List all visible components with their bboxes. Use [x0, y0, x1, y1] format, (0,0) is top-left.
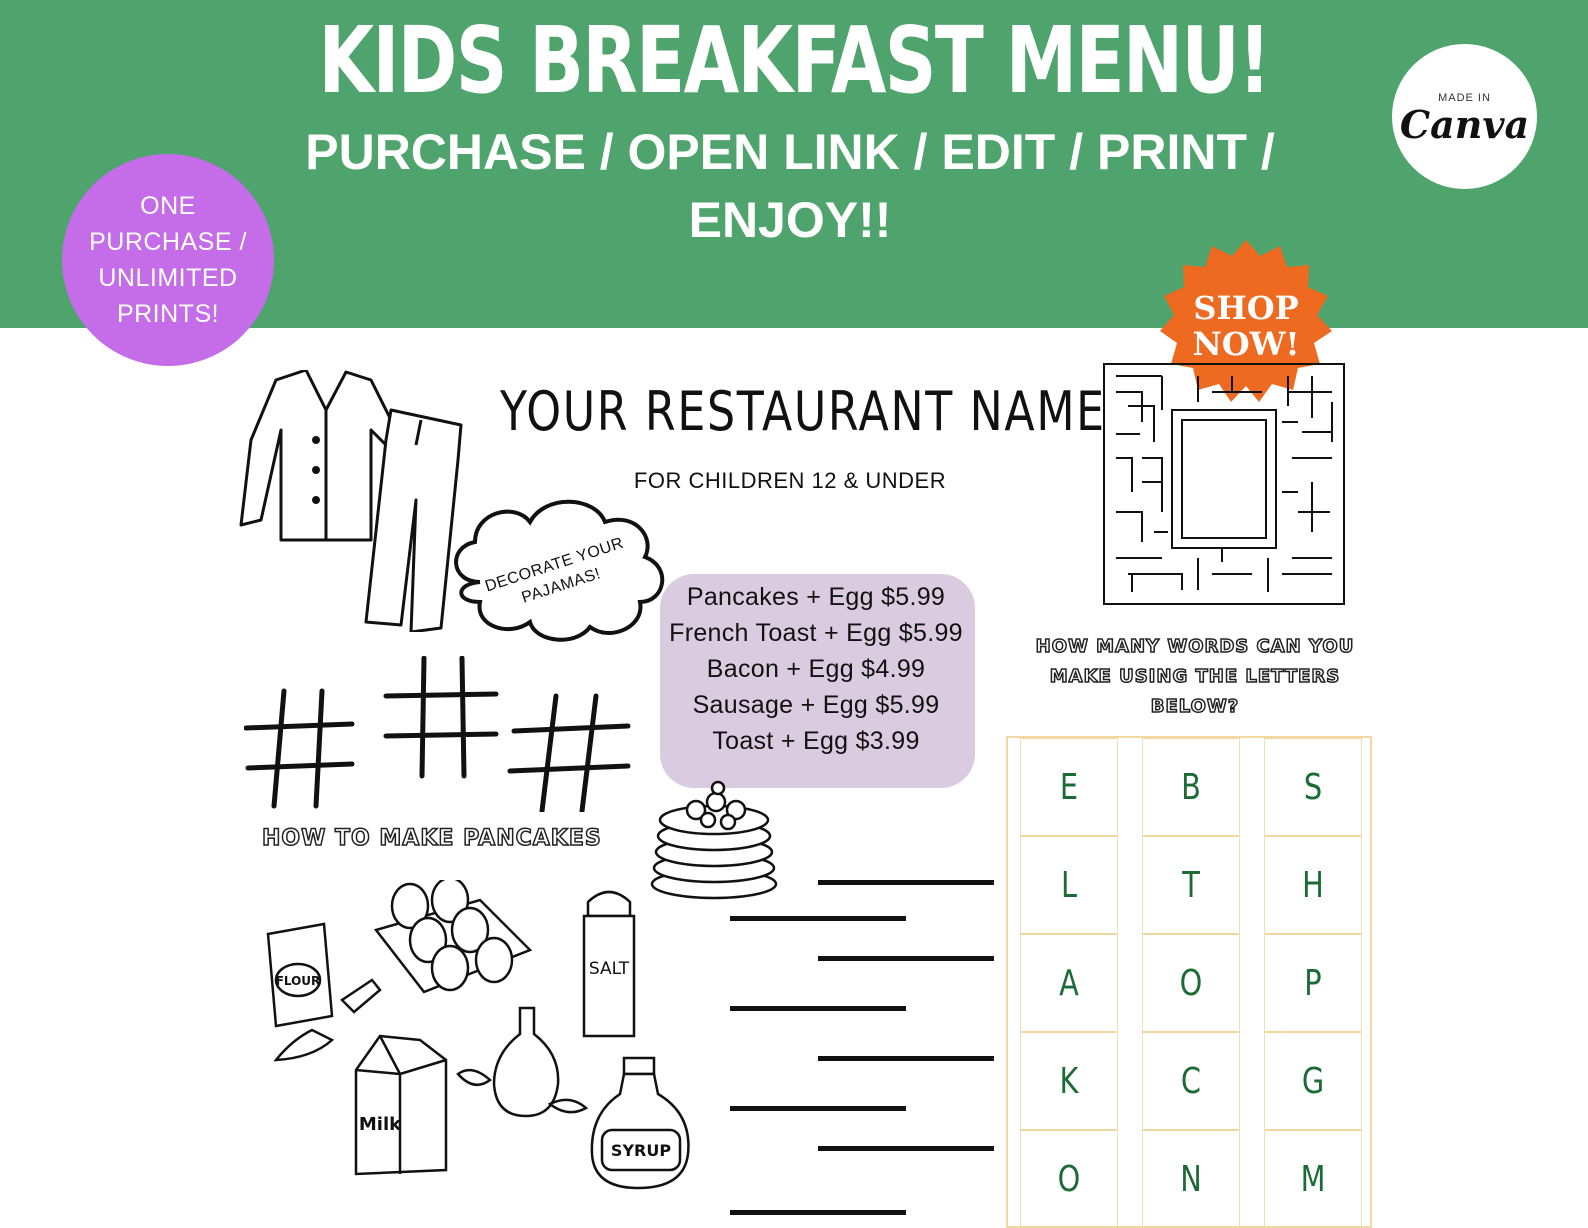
- letter-cell: N: [1142, 1130, 1240, 1228]
- letter-cell: O: [1020, 1130, 1118, 1228]
- syrup-label: SYRUP: [610, 1141, 672, 1160]
- letter-cell: E: [1020, 738, 1118, 836]
- decorate-pajamas-prompt: DECORATE YOUR PAJAMAS!: [483, 534, 626, 607]
- syrup-bottle-icon: [588, 1054, 696, 1192]
- oil-bottle-icon: [450, 1004, 590, 1124]
- letter-cell: S: [1264, 738, 1362, 836]
- words-prompt: HOW MANY WORDS CAN YOU MAKE USING THE LETTERS BELOW?: [1035, 636, 1355, 717]
- writing-line[interactable]: [818, 880, 994, 885]
- made-in-canva-badge: [1392, 44, 1537, 189]
- writing-line[interactable]: [730, 1210, 906, 1215]
- writing-line[interactable]: [730, 1106, 906, 1111]
- page-subtitle: PURCHASE / OPEN LINK / EDIT / PRINT / ENJOY!!: [305, 124, 1275, 248]
- letter-cell: G: [1264, 1032, 1362, 1130]
- tic-tac-toe-board-1: [246, 691, 352, 806]
- canva-logo: Canva: [1399, 102, 1530, 147]
- menu-item: Bacon + Egg $4.99: [706, 655, 926, 683]
- restaurant-name: YOUR RESTAURANT NAME: [500, 380, 1106, 443]
- letter-cell: L: [1020, 836, 1118, 934]
- letter-cell: O: [1142, 934, 1240, 1032]
- salt-label: SALT: [588, 959, 630, 979]
- tic-tac-toe-board-3: [510, 696, 628, 811]
- letter-cell: P: [1264, 934, 1362, 1032]
- tic-tac-toe-board-2: [386, 658, 496, 776]
- menu-item: French Toast + Egg $5.99: [669, 619, 963, 647]
- writing-line[interactable]: [818, 1146, 994, 1151]
- made-in-label: MADE IN: [1438, 92, 1491, 104]
- letter-cell: C: [1142, 1032, 1240, 1130]
- age-note: FOR CHILDREN 12 & UNDER: [633, 468, 947, 493]
- menu-item: Sausage + Egg $5.99: [692, 691, 940, 719]
- milk-label: Milk: [358, 1114, 402, 1135]
- letter-cell: H: [1264, 836, 1362, 934]
- unlimited-prints-text: ONE PURCHASE / UNLIMITED PRINTS!: [89, 192, 247, 328]
- menu-item: Pancakes + Egg $5.99: [686, 583, 946, 611]
- letter-grid: [1006, 736, 1372, 1228]
- pajamas-icon: [236, 370, 466, 632]
- pancake-stack-icon: [644, 780, 784, 902]
- flour-label: FLOUR: [275, 974, 321, 988]
- letter-cell: K: [1020, 1032, 1118, 1130]
- shop-now-line-2[interactable]: NOW!: [1192, 325, 1300, 363]
- pancakes-heading: HOW TO MAKE PANCAKES: [262, 826, 602, 851]
- tic-tac-toe-boards: [244, 656, 636, 812]
- letter-cell: T: [1142, 836, 1240, 934]
- maze-icon: [1102, 362, 1346, 606]
- letter-cell: A: [1020, 934, 1118, 1032]
- page-title: KIDS BREAKFAST MENU!: [318, 7, 1270, 114]
- writing-line[interactable]: [730, 916, 906, 921]
- writing-line[interactable]: [818, 956, 994, 961]
- egg-carton-icon: [370, 880, 534, 1006]
- writing-line[interactable]: [818, 1056, 994, 1061]
- menu-item: Toast + Egg $3.99: [712, 727, 920, 755]
- letter-cell: M: [1264, 1130, 1362, 1228]
- unlimited-prints-badge: [62, 154, 274, 366]
- shop-now-line-1[interactable]: SHOP: [1193, 289, 1299, 327]
- writing-line[interactable]: [730, 1006, 906, 1011]
- milk-carton-icon: [350, 1030, 452, 1176]
- letter-cell: B: [1142, 738, 1240, 836]
- shop-now-label[interactable]: [1156, 290, 1336, 362]
